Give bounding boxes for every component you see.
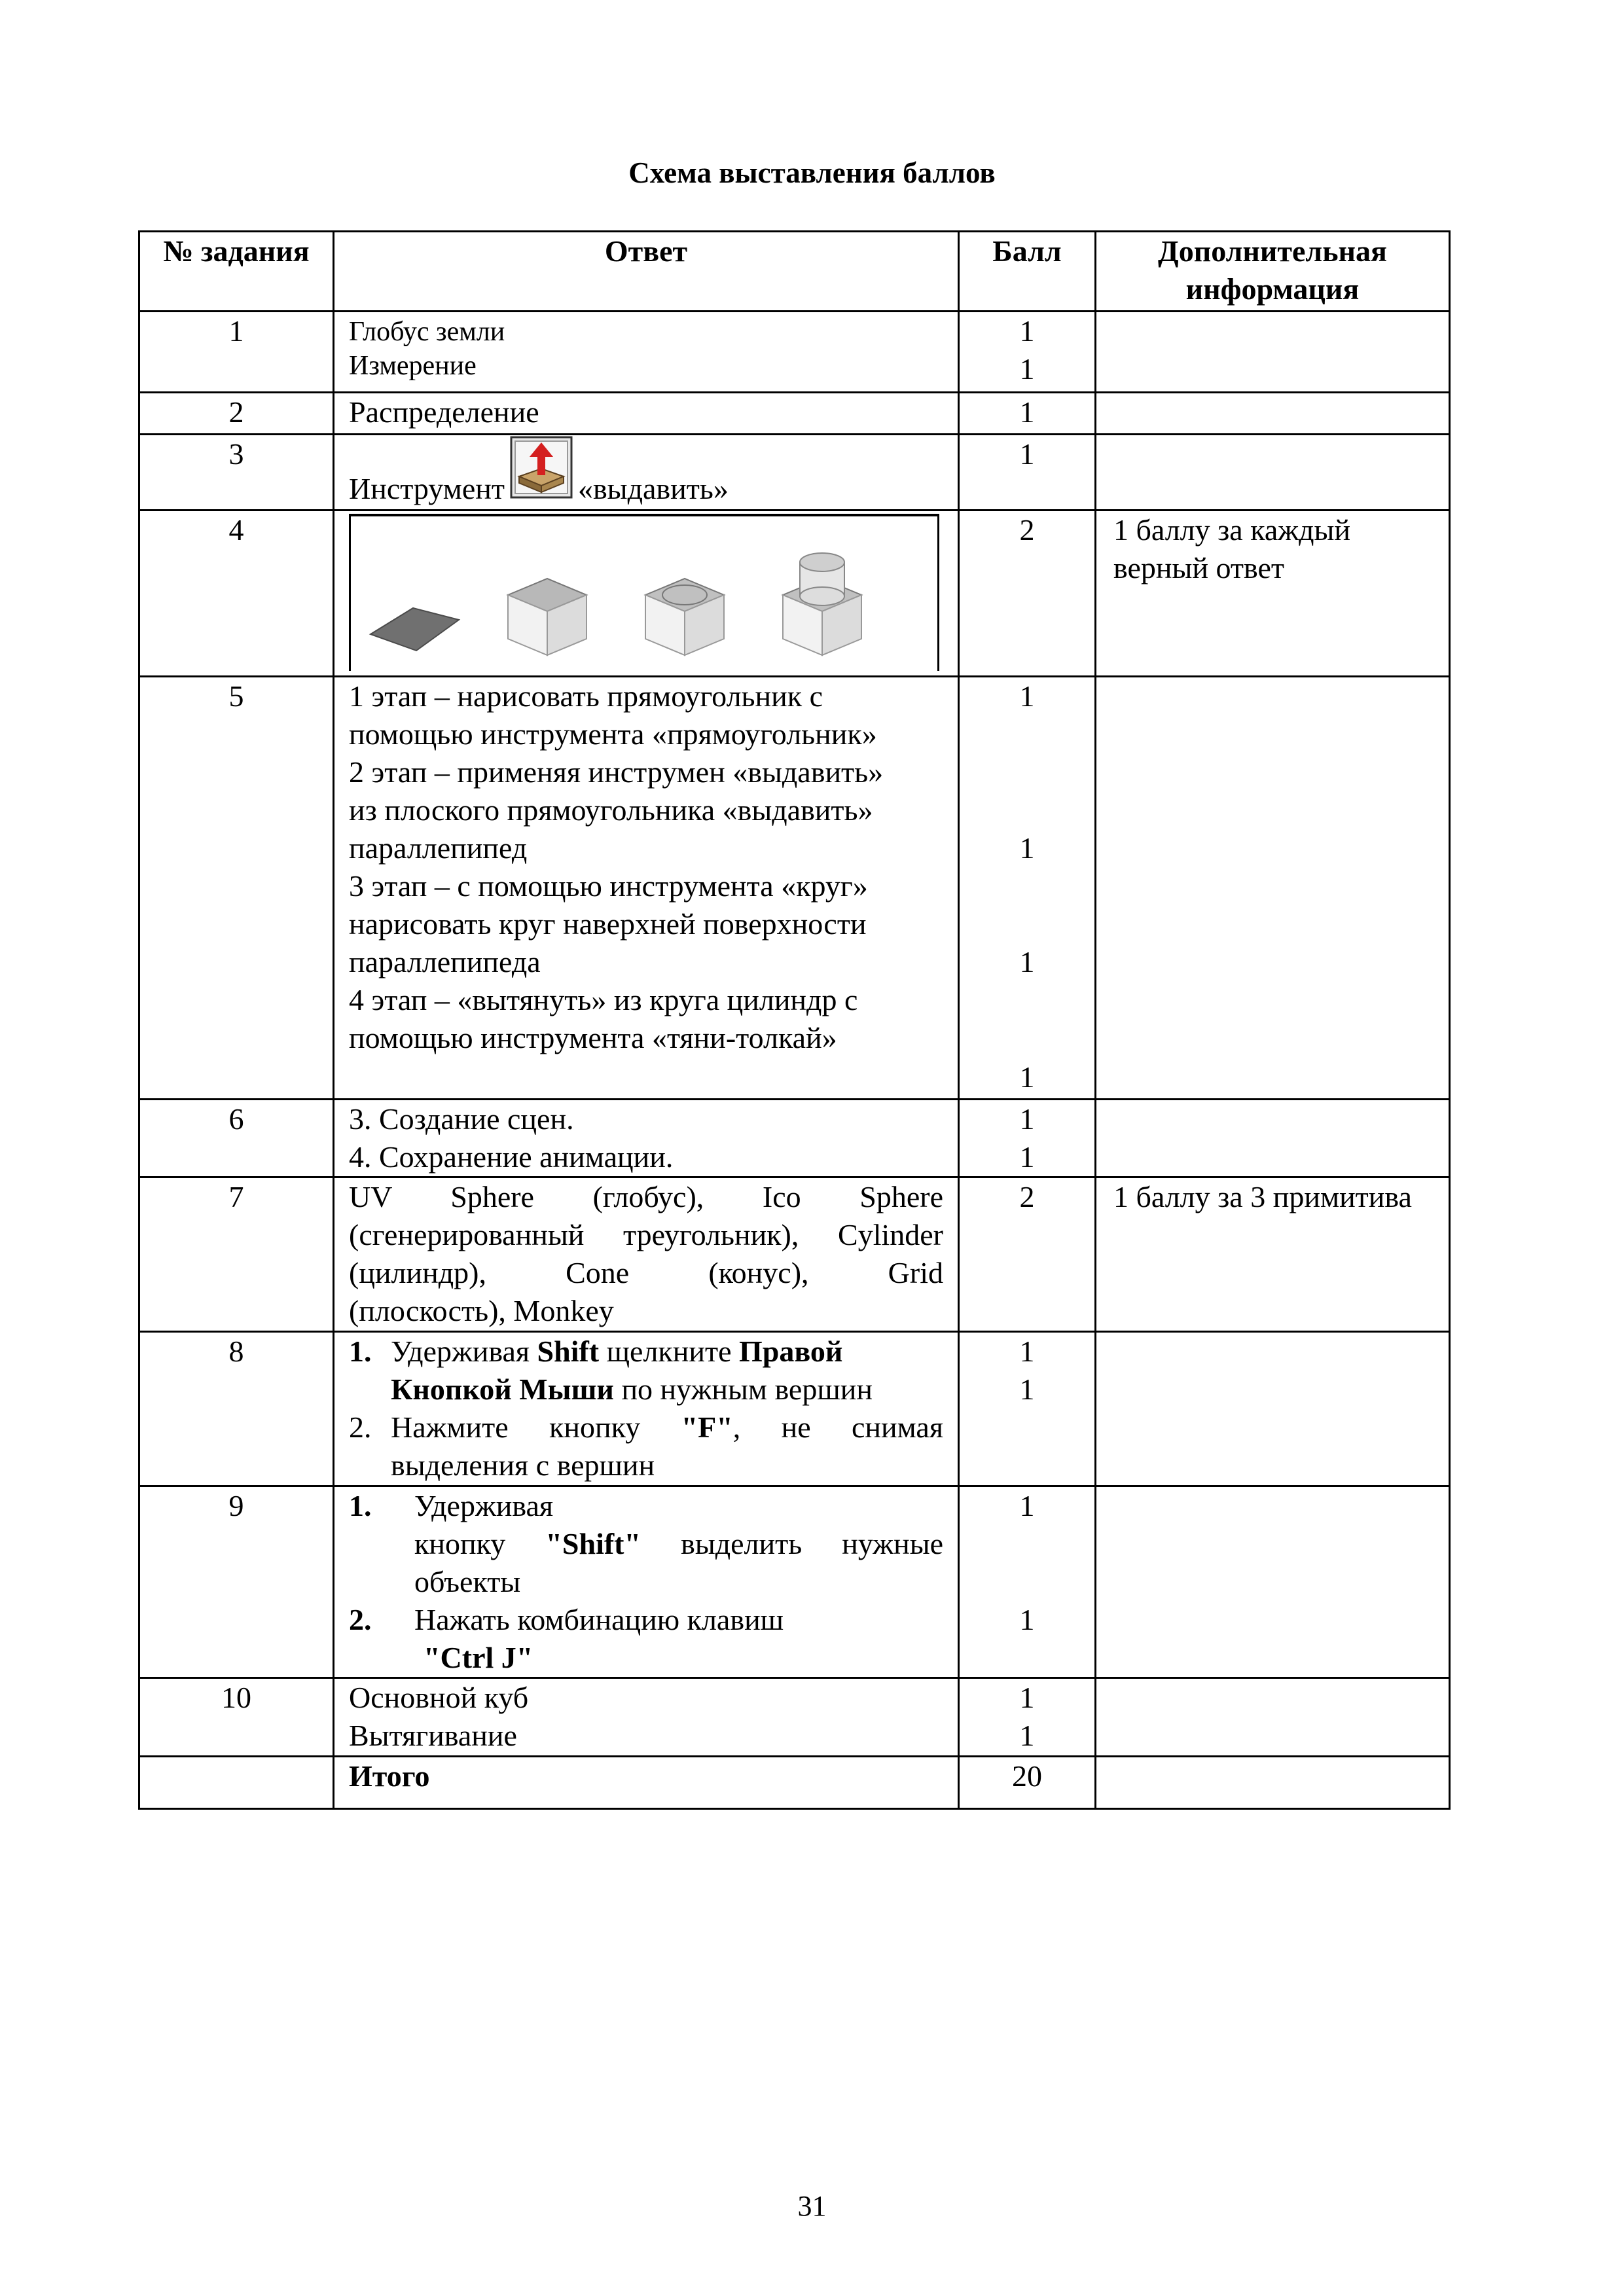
answer-cell	[334, 1678, 959, 1757]
list-item-text: Удерживая кнопку "Shift" выделить нужные объекты	[414, 1489, 944, 1598]
flat-rectangle-shape	[370, 608, 459, 651]
score-value: 1	[1019, 1060, 1035, 1094]
table-row-6	[139, 1100, 1450, 1177]
answer-text: «выдавить»	[577, 472, 729, 505]
task-number: 5	[139, 677, 334, 1100]
answer-line: 4 этап – «вытянуть» из круга цилиндр с	[349, 983, 858, 1016]
answer-cell	[334, 1100, 959, 1177]
score-value: 1	[1019, 831, 1035, 865]
score-value: 1	[1019, 1719, 1035, 1752]
list-number: 1.	[349, 1489, 372, 1522]
score-value: 1	[1019, 1102, 1035, 1136]
answer-line: (цилиндр), Cone (конус), Grid	[349, 1256, 943, 1289]
task-number: 10	[139, 1678, 334, 1757]
extra-cell	[1096, 1486, 1450, 1678]
list-number: 2.	[349, 1603, 372, 1636]
box-with-circle-shape	[645, 579, 724, 655]
header-extra-info: Дополнительная информация	[1096, 232, 1450, 312]
answer-cell	[334, 435, 959, 511]
extra-cell	[1096, 312, 1450, 393]
extra-cell	[1096, 1757, 1450, 1809]
task-number: 7	[139, 1177, 334, 1332]
score-value: 1	[959, 393, 1096, 435]
table-row-7	[139, 1177, 1450, 1332]
table-row-8	[139, 1332, 1450, 1486]
answer-line: Измерение	[349, 351, 477, 381]
score-value: 1	[1019, 314, 1035, 348]
answer-line: помощью инструмента «прямоугольник»	[349, 717, 877, 751]
list-number: 2.	[349, 1410, 372, 1444]
list-number: 1.	[349, 1335, 372, 1368]
score-value: 1	[1019, 352, 1035, 386]
answer-line: Основной куб	[349, 1681, 529, 1714]
extra-cell	[1096, 1100, 1450, 1177]
total-score: 20	[959, 1757, 1096, 1809]
extra-cell	[1096, 435, 1450, 511]
answer-cell	[334, 1177, 959, 1332]
answer-line: 3. Создание сцен.	[349, 1102, 574, 1136]
answer-line: Глобус земли	[349, 317, 505, 347]
box-with-cylinder-shape	[783, 553, 861, 655]
page-title: Схема выставления баллов	[628, 156, 996, 189]
answer-line: (сгенерированный треугольник), Cylinder	[349, 1218, 943, 1251]
extrusion-steps-illustration	[351, 516, 937, 671]
list-item	[349, 1333, 943, 1408]
score-cell	[959, 1332, 1096, 1486]
header-answer: Ответ	[334, 232, 959, 312]
score-value: 1	[1019, 1140, 1035, 1174]
score-value: 1	[1019, 1603, 1035, 1636]
answer-line: (плоскость), Monkey	[349, 1294, 614, 1327]
answer-cell: Распределение	[334, 393, 959, 435]
score-cell	[959, 677, 1096, 1100]
task-number: 3	[139, 435, 334, 511]
answer-cell	[334, 677, 959, 1100]
total-label: Итого	[334, 1757, 959, 1809]
answer-line: параллепипед	[349, 831, 528, 865]
header-score: Балл	[959, 232, 1096, 312]
extra-info: 1 баллу за 3 примитива	[1096, 1177, 1450, 1332]
list-item	[349, 1601, 943, 1677]
page-number: 31	[797, 2190, 827, 2222]
score-cell	[959, 1100, 1096, 1177]
task-number: 8	[139, 1332, 334, 1486]
table-row-4	[139, 511, 1450, 677]
table-row-1	[139, 312, 1450, 393]
score-value: 2	[959, 1177, 1096, 1332]
table-row-3	[139, 435, 1450, 511]
score-value: 1	[959, 435, 1096, 511]
extra-cell	[1096, 1332, 1450, 1486]
extra-cell	[1096, 393, 1450, 435]
answer-line: параллепипеда	[349, 945, 541, 978]
answer-cell	[334, 1332, 959, 1486]
score-value: 2	[959, 511, 1096, 677]
table-row-5	[139, 677, 1450, 1100]
score-value: 1	[1019, 1335, 1035, 1368]
task-number: 2	[139, 393, 334, 435]
answer-line: 4. Сохранение анимации.	[349, 1140, 674, 1174]
answer-line: из плоского прямоугольника «выдавить»	[349, 793, 873, 827]
score-value: 1	[1019, 679, 1035, 713]
answer-line: 1 этап – нарисовать прямоугольник с	[349, 679, 823, 713]
score-value: 1	[1019, 1681, 1035, 1714]
shapes-figure	[349, 514, 939, 671]
score-cell	[959, 1678, 1096, 1757]
extrude-tool-icon	[510, 436, 573, 508]
score-value: 1	[1019, 945, 1035, 978]
task-number: 1	[139, 312, 334, 393]
table-header-row	[139, 232, 1450, 312]
score-cell	[959, 312, 1096, 393]
list-item	[349, 1487, 943, 1601]
table-row-9	[139, 1486, 1450, 1678]
extra-cell	[1096, 677, 1450, 1100]
task-number: 6	[139, 1100, 334, 1177]
header-task-number: № задания	[139, 232, 334, 312]
task-number: 9	[139, 1486, 334, 1678]
list-item-text: Удерживая Shift щелкните Правой Кнопкой Мыши по нужным вершин	[391, 1335, 873, 1406]
scoring-table	[138, 230, 1451, 1810]
answer-cell	[334, 511, 959, 677]
list-item-text: Нажать комбинацию клавиш "Ctrl J"	[414, 1603, 784, 1674]
score-value: 1	[1019, 1489, 1035, 1522]
answer-line: UV Sphere (глобус), Ico Sphere	[349, 1180, 943, 1213]
table-row-2	[139, 393, 1450, 435]
extra-cell	[1096, 1678, 1450, 1757]
box-shape	[508, 579, 586, 655]
answer-cell	[334, 312, 959, 393]
task-number: 4	[139, 511, 334, 677]
answer-line: Вытягивание	[349, 1719, 517, 1752]
extra-info: 1 баллу за каждый верный ответ	[1096, 511, 1450, 677]
answer-line: 3 этап – с помощью инструмента «круг»	[349, 869, 868, 903]
answer-line: нарисовать круг наверхней поверхности	[349, 907, 867, 941]
table-total-row	[139, 1757, 1450, 1809]
task-number	[139, 1757, 334, 1809]
answer-line: 2 этап – применяя инструмен «выдавить»	[349, 755, 884, 789]
list-item-text: Нажмите кнопку "F", не снимая выделения с вершин	[391, 1410, 944, 1482]
answer-cell	[334, 1486, 959, 1678]
answer-line: помощью инструмента «тяни-толкай»	[349, 1021, 837, 1054]
list-item	[349, 1408, 943, 1484]
table-row-10	[139, 1678, 1450, 1757]
score-cell	[959, 1486, 1096, 1678]
answer-text: Инструмент	[349, 472, 505, 505]
score-value: 1	[1019, 1372, 1035, 1406]
